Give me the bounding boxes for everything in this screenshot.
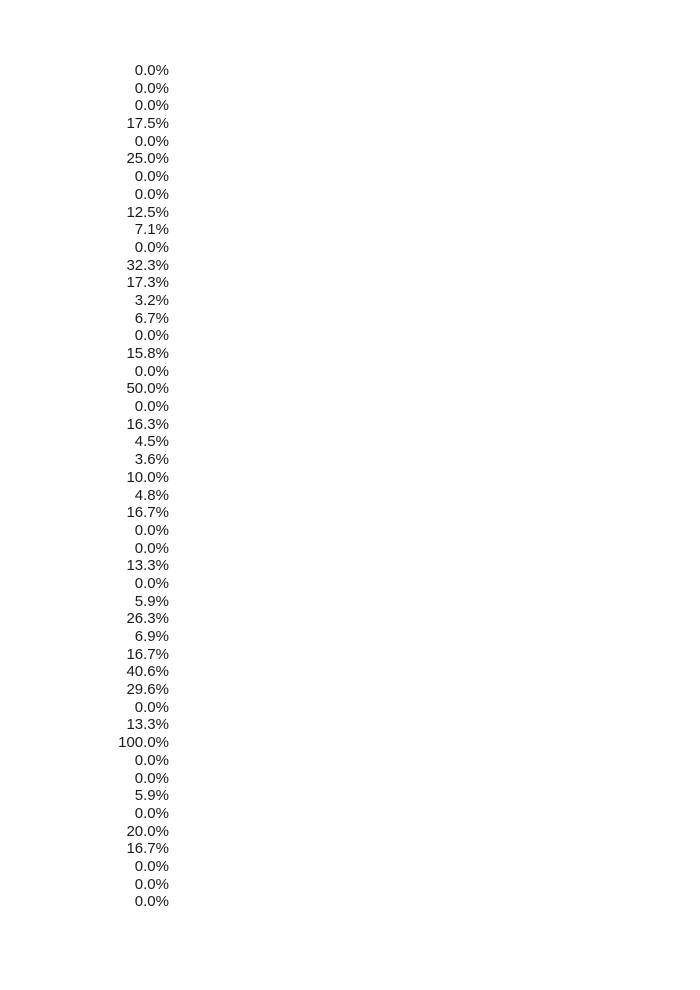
percentage-value: 16.3% <box>126 415 169 433</box>
percentage-value: 0.0% <box>134 362 169 380</box>
percentage-value: 32.3% <box>126 256 169 274</box>
percentage-value: 0.0% <box>134 62 169 79</box>
percentage-value: 16.7% <box>126 504 169 522</box>
percentage-value: 0.0% <box>134 168 169 186</box>
percentage-value: 50.0% <box>126 380 169 398</box>
percentage-value: 20.0% <box>126 822 169 840</box>
percentage-value: 0.0% <box>134 185 169 203</box>
percentage-value: 17.3% <box>126 274 169 292</box>
percentage-value: 0.0% <box>134 97 169 115</box>
percentage-value: 7.1% <box>134 221 169 239</box>
percentage-value: 5.9% <box>134 787 169 805</box>
percentage-value: 0.0% <box>134 804 169 822</box>
percentage-value: 16.7% <box>126 840 169 858</box>
percentage-value: 0.0% <box>134 857 169 875</box>
percentage-value: 0.0% <box>134 539 169 557</box>
percentage-value: 0.0% <box>134 398 169 416</box>
percentage-value: 0.0% <box>134 521 169 539</box>
percentage-value: 0.0% <box>134 893 169 911</box>
percentage-value: 0.0% <box>134 875 169 893</box>
percentage-value: 4.5% <box>134 433 169 451</box>
percentage-value: 4.8% <box>134 486 169 504</box>
percentage-value: 0.0% <box>134 238 169 256</box>
percentage-value: 3.6% <box>134 451 169 469</box>
percentage-column <box>0 62 169 911</box>
percentage-value: 0.0% <box>134 327 169 345</box>
percentage-value: 0.0% <box>134 751 169 769</box>
percentage-value: 0.0% <box>134 79 169 97</box>
percentage-value: 13.3% <box>126 557 169 575</box>
percentage-value: 40.6% <box>126 663 169 681</box>
percentage-value: 17.5% <box>126 115 169 133</box>
percentage-value: 6.7% <box>134 309 169 327</box>
percentage-value: 16.7% <box>126 645 169 663</box>
percentage-value: 100.0% <box>118 734 169 752</box>
percentage-value: 29.6% <box>126 681 169 699</box>
percentage-value: 26.3% <box>126 610 169 628</box>
percentage-value: 12.5% <box>126 203 169 221</box>
percentage-value: 10.0% <box>126 468 169 486</box>
percentage-value: 3.2% <box>134 291 169 309</box>
percentage-value: 25.0% <box>126 150 169 168</box>
percentage-value: 0.0% <box>134 698 169 716</box>
percentage-value: 13.3% <box>126 716 169 734</box>
percentage-value: 6.9% <box>134 628 169 645</box>
percentage-value: 15.8% <box>126 345 169 362</box>
percentage-value: 0.0% <box>134 132 169 150</box>
percentage-value: 5.9% <box>134 592 169 610</box>
percentage-value: 0.0% <box>134 769 169 787</box>
percentage-value: 0.0% <box>134 574 169 592</box>
